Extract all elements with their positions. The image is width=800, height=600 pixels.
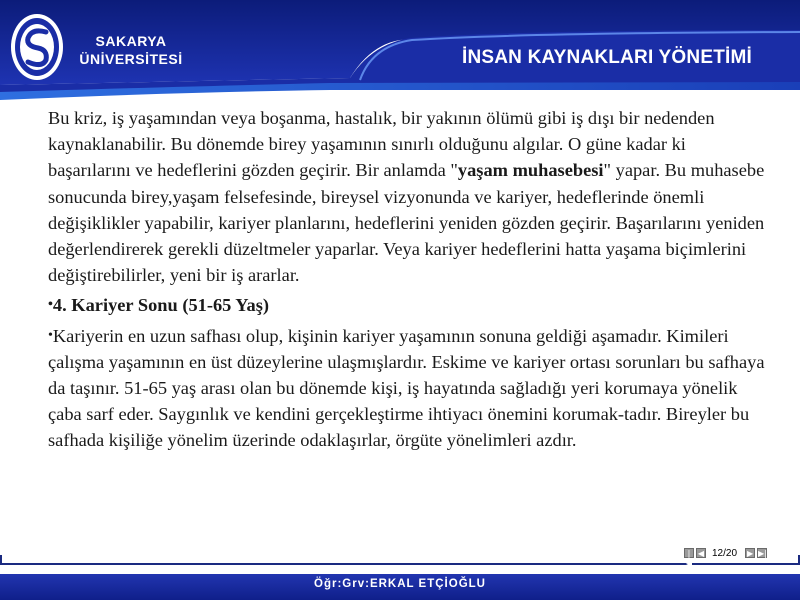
bullet-dot: • xyxy=(48,327,53,343)
bullet-career-end-body-text: Kariyerin en uzun safhası olup, kişinin kariyer yaşamının sonuna geldiği aşamadır. Kimileri çalışma yaşamının en üst düzeylerine ulaşmışlardır. Eskime ve kariyer ortası sorunları bu safhaya da taşınır. 51-65 yaş arası olan bu dönemde kişi, iş hayatında sağladığı yeri korumaya yönelik çaba sarf eder. Saygınlık ve kendini gerçekleştirme ihtiyacı önemini korumak-tadır. Bireyler bu safhada kişiliğe yönelim üzerinde odaklaşırlar, örgüte yönelimleri azdır. xyxy=(48,325,765,451)
slide-body xyxy=(48,105,768,454)
slide-navigation xyxy=(684,546,767,568)
next-slide-icon[interactable]: ▶ xyxy=(746,549,754,558)
paragraph-crisis-text-start: Bu kriz, iş yaşamından veya boşanma, hastalık, bir yakının ölümü gibi iş dışı bir nedenden kaynaklanabilir. Bu dönemde birey yaşamının sınırlı olduğunu algılar. O güne kadar ki başarılarını ve hedeflerini gözden geçirir. Bir anlamda " xyxy=(48,108,715,181)
university-name-line1: SAKARYA xyxy=(95,33,167,49)
first-slide-icon[interactable]: |◀ xyxy=(685,549,693,568)
sakarya-university-logo-icon xyxy=(10,12,64,82)
bullet-career-end-body xyxy=(48,323,768,454)
university-name xyxy=(66,32,196,68)
footer-divider xyxy=(0,563,800,565)
bullet-career-end-heading-text: 4. Kariyer Sonu (51-65 Yaş) xyxy=(52,295,269,316)
bullet-career-end-heading xyxy=(48,292,768,318)
page-indicator: 12/20 xyxy=(712,547,738,559)
bullet-dot: • xyxy=(48,297,53,313)
footer-divider-left-tick xyxy=(0,555,2,565)
last-slide-icon[interactable]: ▶| xyxy=(758,549,767,558)
paragraph-crisis xyxy=(48,105,768,288)
slide-header xyxy=(0,0,800,100)
prev-slide-icon[interactable]: ◀ xyxy=(697,549,705,558)
emphasis-life-audit: yaşam muhasebesi xyxy=(457,160,604,181)
slide-title: İNSAN KAYNAKLARI YÖNETİMİ xyxy=(461,47,752,68)
footer-author: Öğr:Grv:ERKAL ETÇİOĞLU xyxy=(314,578,486,590)
university-name-line2: ÜNİVERSİTESİ xyxy=(79,51,183,67)
paragraph-crisis-text-end: " yapar. Bu muhasebe sonucunda birey,yaşam felsefesinde, bireysel vizyonunda ve kariyer, hedeflerinde önemli değişiklikler yapabilir, kariyer planlarını, hedeflerini yeniden gözden geçirir. Başarılarını yeniden değerlendirerek gerekli düzeltmeler yaparlar. Veya kariyer hedeflerini hatta yaşama biçimlerini değiştirebilirler, yeni bir iş ararlar. xyxy=(48,160,765,286)
